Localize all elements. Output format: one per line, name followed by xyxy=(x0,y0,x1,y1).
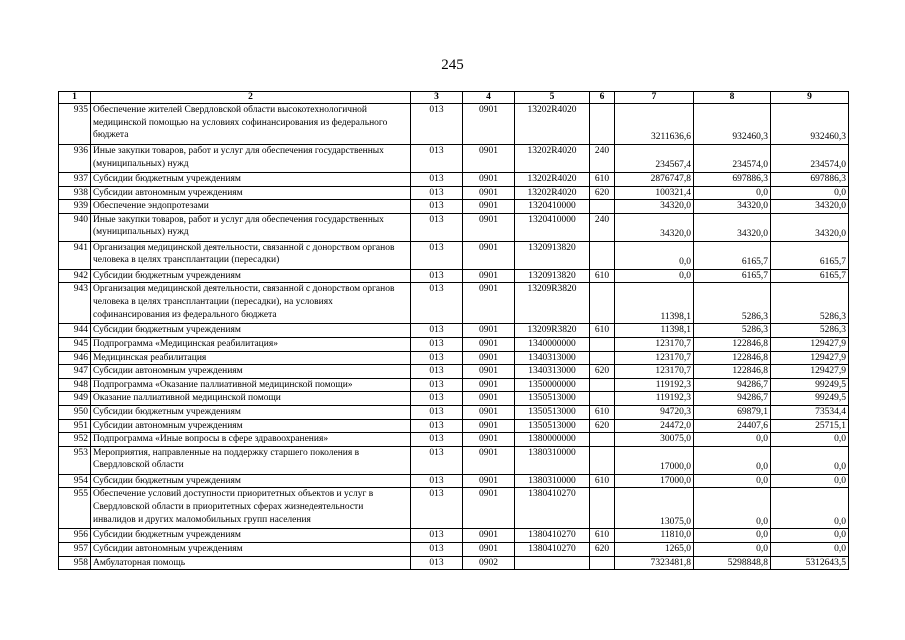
row-value-col7: 234567,4 xyxy=(615,145,694,173)
row-expense-type: 610 xyxy=(590,324,615,338)
row-expense-type: 620 xyxy=(590,419,615,433)
table-row xyxy=(59,186,849,200)
table-header-row xyxy=(59,92,849,104)
row-name: Субсидии автономным учреждениям xyxy=(91,365,411,379)
row-number: 954 xyxy=(59,474,91,488)
row-value-col8: 0,0 xyxy=(694,433,771,447)
row-value-col8: 122846,8 xyxy=(694,337,771,351)
row-expense-type: 610 xyxy=(590,474,615,488)
row-value-col8: 94286,7 xyxy=(694,378,771,392)
row-name: Медицинская реабилитация xyxy=(91,351,411,365)
table-row xyxy=(59,283,849,324)
row-ministry-code: 013 xyxy=(411,324,463,338)
row-section-code: 0901 xyxy=(463,269,515,283)
row-number: 947 xyxy=(59,365,91,379)
row-value-col7: 0,0 xyxy=(615,241,694,269)
row-section-code: 0901 xyxy=(463,241,515,269)
row-name: Организация медицинской деятельности, связанной с донорством органов человека в целях трансплантации (пересадки), на условиях софинансирования из федерального бюджета xyxy=(91,283,411,324)
row-value-col8: 34320,0 xyxy=(694,200,771,214)
header-col-9: 9 xyxy=(771,92,849,104)
header-col-7: 7 xyxy=(615,92,694,104)
row-section-code: 0901 xyxy=(463,433,515,447)
row-target-code: 1380310000 xyxy=(515,446,590,474)
row-section-code: 0901 xyxy=(463,365,515,379)
row-name: Амбулаторная помощь xyxy=(91,556,411,570)
table-row xyxy=(59,529,849,543)
row-value-col7: 1265,0 xyxy=(615,542,694,556)
row-value-col7: 34320,0 xyxy=(615,213,694,241)
row-section-code: 0901 xyxy=(463,378,515,392)
row-ministry-code: 013 xyxy=(411,213,463,241)
row-number: 948 xyxy=(59,378,91,392)
row-value-col9: 25715,1 xyxy=(771,419,849,433)
row-value-col7: 3211636,6 xyxy=(615,104,694,145)
row-ministry-code: 013 xyxy=(411,269,463,283)
row-target-code: 13209R3820 xyxy=(515,283,590,324)
row-value-col8: 24407,6 xyxy=(694,419,771,433)
row-value-col8: 0,0 xyxy=(694,186,771,200)
row-section-code: 0902 xyxy=(463,556,515,570)
row-expense-type xyxy=(590,283,615,324)
row-name: Субсидии бюджетным учреждениям xyxy=(91,474,411,488)
row-target-code: 13202R4020 xyxy=(515,145,590,173)
row-ministry-code: 013 xyxy=(411,542,463,556)
row-value-col9: 932460,3 xyxy=(771,104,849,145)
row-expense-type xyxy=(590,446,615,474)
row-section-code: 0901 xyxy=(463,324,515,338)
row-ministry-code: 013 xyxy=(411,529,463,543)
row-name: Оказание паллиативной медицинской помощи xyxy=(91,392,411,406)
header-col-6: 6 xyxy=(590,92,615,104)
row-value-col7: 100321,4 xyxy=(615,186,694,200)
row-number: 951 xyxy=(59,419,91,433)
row-ministry-code: 013 xyxy=(411,488,463,529)
row-expense-type xyxy=(590,351,615,365)
table-row xyxy=(59,446,849,474)
row-expense-type: 610 xyxy=(590,269,615,283)
row-target-code: 13202R4020 xyxy=(515,173,590,187)
page-number: 245 xyxy=(441,57,464,73)
table-row xyxy=(59,337,849,351)
row-expense-type xyxy=(590,104,615,145)
row-section-code: 0901 xyxy=(463,337,515,351)
row-expense-type xyxy=(590,337,615,351)
row-target-code: 1340313000 xyxy=(515,351,590,365)
row-number: 950 xyxy=(59,405,91,419)
row-ministry-code: 013 xyxy=(411,419,463,433)
row-expense-type: 610 xyxy=(590,529,615,543)
table-row xyxy=(59,351,849,365)
row-expense-type: 620 xyxy=(590,542,615,556)
row-name: Иные закупки товаров, работ и услуг для обеспечения государственных (муниципальных) нужд xyxy=(91,145,411,173)
row-name: Подпрограмма «Оказание паллиативной медицинской помощи» xyxy=(91,378,411,392)
row-section-code: 0901 xyxy=(463,186,515,200)
budget-table xyxy=(58,91,849,570)
row-value-col8: 0,0 xyxy=(694,542,771,556)
table-row xyxy=(59,324,849,338)
row-value-col9: 129427,9 xyxy=(771,337,849,351)
row-name: Иные закупки товаров, работ и услуг для обеспечения государственных (муниципальных) нужд xyxy=(91,213,411,241)
row-value-col7: 0,0 xyxy=(615,269,694,283)
row-value-col8: 932460,3 xyxy=(694,104,771,145)
row-name: Подпрограмма «Медицинская реабилитация» xyxy=(91,337,411,351)
row-number: 941 xyxy=(59,241,91,269)
row-target-code: 1320913820 xyxy=(515,269,590,283)
row-ministry-code: 013 xyxy=(411,405,463,419)
table-row xyxy=(59,556,849,570)
row-name: Субсидии бюджетным учреждениям xyxy=(91,324,411,338)
row-expense-type xyxy=(590,488,615,529)
table-row xyxy=(59,145,849,173)
header-col-4: 4 xyxy=(463,92,515,104)
row-name: Организация медицинской деятельности, связанной с донорством органов человека в целях трансплантации (пересадки) xyxy=(91,241,411,269)
row-name: Субсидии бюджетным учреждениям xyxy=(91,529,411,543)
header-col-1: 1 xyxy=(59,92,91,104)
table-row xyxy=(59,378,849,392)
row-ministry-code: 013 xyxy=(411,474,463,488)
header-col-8: 8 xyxy=(694,92,771,104)
row-value-col8: 6165,7 xyxy=(694,269,771,283)
row-expense-type: 620 xyxy=(590,365,615,379)
row-value-col9: 6165,7 xyxy=(771,269,849,283)
table-row xyxy=(59,269,849,283)
row-section-code: 0901 xyxy=(463,474,515,488)
row-ministry-code: 013 xyxy=(411,173,463,187)
row-target-code: 1350513000 xyxy=(515,405,590,419)
row-value-col7: 7323481,8 xyxy=(615,556,694,570)
row-value-col7: 94720,3 xyxy=(615,405,694,419)
table-row xyxy=(59,365,849,379)
table-row xyxy=(59,433,849,447)
row-name: Субсидии автономным учреждениям xyxy=(91,542,411,556)
row-value-col8: 94286,7 xyxy=(694,392,771,406)
row-value-col9: 0,0 xyxy=(771,433,849,447)
row-ministry-code: 013 xyxy=(411,433,463,447)
row-value-col9: 5286,3 xyxy=(771,324,849,338)
row-number: 945 xyxy=(59,337,91,351)
table-row xyxy=(59,488,849,529)
row-section-code: 0901 xyxy=(463,104,515,145)
row-target-code: 1380310000 xyxy=(515,474,590,488)
row-expense-type: 610 xyxy=(590,173,615,187)
row-expense-type xyxy=(590,378,615,392)
row-ministry-code: 013 xyxy=(411,378,463,392)
row-target-code: 1380410270 xyxy=(515,542,590,556)
row-number: 938 xyxy=(59,186,91,200)
row-value-col8: 0,0 xyxy=(694,474,771,488)
row-expense-type xyxy=(590,392,615,406)
row-value-col9: 129427,9 xyxy=(771,365,849,379)
row-name: Обеспечение условий доступности приоритетных объектов и услуг в Свердловской области в приоритетных сферах жизнедеятельности инвалидов и других маломобильных групп населения xyxy=(91,488,411,529)
row-target-code xyxy=(515,556,590,570)
row-value-col8: 0,0 xyxy=(694,529,771,543)
header-col-2: 2 xyxy=(91,92,411,104)
row-value-col7: 17000,0 xyxy=(615,474,694,488)
table-row xyxy=(59,104,849,145)
row-ministry-code: 013 xyxy=(411,351,463,365)
row-target-code: 1350513000 xyxy=(515,419,590,433)
row-number: 956 xyxy=(59,529,91,543)
row-value-col9: 99249,5 xyxy=(771,378,849,392)
row-value-col7: 11398,1 xyxy=(615,283,694,324)
row-target-code: 1350513000 xyxy=(515,392,590,406)
row-section-code: 0901 xyxy=(463,488,515,529)
row-section-code: 0901 xyxy=(463,173,515,187)
row-expense-type: 620 xyxy=(590,186,615,200)
row-section-code: 0901 xyxy=(463,213,515,241)
row-number: 946 xyxy=(59,351,91,365)
row-value-col8: 5286,3 xyxy=(694,324,771,338)
row-value-col7: 123170,7 xyxy=(615,351,694,365)
row-ministry-code: 013 xyxy=(411,365,463,379)
row-value-col8: 0,0 xyxy=(694,446,771,474)
row-value-col9: 34320,0 xyxy=(771,213,849,241)
row-target-code: 1380410270 xyxy=(515,529,590,543)
row-value-col7: 119192,3 xyxy=(615,392,694,406)
row-value-col9: 0,0 xyxy=(771,488,849,529)
row-target-code: 1340313000 xyxy=(515,365,590,379)
row-value-col8: 0,0 xyxy=(694,488,771,529)
row-target-code: 13209R3820 xyxy=(515,324,590,338)
row-section-code: 0901 xyxy=(463,351,515,365)
row-value-col9: 0,0 xyxy=(771,529,849,543)
row-value-col9: 34320,0 xyxy=(771,200,849,214)
row-name: Субсидии бюджетным учреждениям xyxy=(91,405,411,419)
row-value-col7: 123170,7 xyxy=(615,337,694,351)
row-value-col8: 69879,1 xyxy=(694,405,771,419)
row-ministry-code: 013 xyxy=(411,556,463,570)
row-name: Подпрограмма «Иные вопросы в сфере здравоохранения» xyxy=(91,433,411,447)
row-value-col7: 123170,7 xyxy=(615,365,694,379)
table-row xyxy=(59,200,849,214)
table-row xyxy=(59,474,849,488)
row-number: 952 xyxy=(59,433,91,447)
row-value-col9: 0,0 xyxy=(771,446,849,474)
row-ministry-code: 013 xyxy=(411,283,463,324)
row-value-col8: 5298848,8 xyxy=(694,556,771,570)
row-expense-type: 240 xyxy=(590,145,615,173)
row-section-code: 0901 xyxy=(463,392,515,406)
row-name: Обеспечение жителей Свердловской области высокотехнологичной медицинской помощью на условиях софинансирования из федерального бюджета xyxy=(91,104,411,145)
row-target-code: 1340000000 xyxy=(515,337,590,351)
row-value-col7: 2876747,8 xyxy=(615,173,694,187)
row-target-code: 13202R4020 xyxy=(515,186,590,200)
header-col-3: 3 xyxy=(411,92,463,104)
row-ministry-code: 013 xyxy=(411,104,463,145)
row-section-code: 0901 xyxy=(463,283,515,324)
row-number: 953 xyxy=(59,446,91,474)
table-body xyxy=(59,104,849,570)
row-expense-type xyxy=(590,433,615,447)
row-value-col9: 0,0 xyxy=(771,186,849,200)
row-section-code: 0901 xyxy=(463,200,515,214)
row-value-col9: 0,0 xyxy=(771,474,849,488)
row-section-code: 0901 xyxy=(463,419,515,433)
row-number: 943 xyxy=(59,283,91,324)
row-value-col9: 6165,7 xyxy=(771,241,849,269)
row-section-code: 0901 xyxy=(463,542,515,556)
row-ministry-code: 013 xyxy=(411,337,463,351)
row-name: Мероприятия, направленные на поддержку старшего поколения в Свердловской области xyxy=(91,446,411,474)
row-section-code: 0901 xyxy=(463,145,515,173)
row-target-code: 1350000000 xyxy=(515,378,590,392)
row-expense-type xyxy=(590,556,615,570)
table-row xyxy=(59,405,849,419)
row-value-col8: 5286,3 xyxy=(694,283,771,324)
table-row xyxy=(59,173,849,187)
table-row xyxy=(59,419,849,433)
row-number: 935 xyxy=(59,104,91,145)
header-col-5: 5 xyxy=(515,92,590,104)
row-value-col7: 13075,0 xyxy=(615,488,694,529)
row-value-col7: 34320,0 xyxy=(615,200,694,214)
row-value-col7: 11398,1 xyxy=(615,324,694,338)
row-name: Субсидии автономным учреждениям xyxy=(91,419,411,433)
row-target-code: 1380000000 xyxy=(515,433,590,447)
row-value-col9: 73534,4 xyxy=(771,405,849,419)
row-ministry-code: 013 xyxy=(411,186,463,200)
row-target-code: 1320913820 xyxy=(515,241,590,269)
row-number: 958 xyxy=(59,556,91,570)
row-value-col8: 122846,8 xyxy=(694,365,771,379)
row-value-col8: 234574,0 xyxy=(694,145,771,173)
row-ministry-code: 013 xyxy=(411,446,463,474)
row-value-col9: 5312643,5 xyxy=(771,556,849,570)
row-value-col9: 697886,3 xyxy=(771,173,849,187)
row-value-col8: 122846,8 xyxy=(694,351,771,365)
row-target-code: 13202R4020 xyxy=(515,104,590,145)
row-ministry-code: 013 xyxy=(411,241,463,269)
row-ministry-code: 013 xyxy=(411,200,463,214)
row-expense-type: 240 xyxy=(590,213,615,241)
row-number: 944 xyxy=(59,324,91,338)
table-row xyxy=(59,213,849,241)
row-target-code: 1380410270 xyxy=(515,488,590,529)
row-number: 940 xyxy=(59,213,91,241)
row-value-col7: 30075,0 xyxy=(615,433,694,447)
row-value-col7: 119192,3 xyxy=(615,378,694,392)
row-value-col9: 129427,9 xyxy=(771,351,849,365)
row-expense-type xyxy=(590,200,615,214)
row-number: 949 xyxy=(59,392,91,406)
table-row xyxy=(59,241,849,269)
row-value-col7: 24472,0 xyxy=(615,419,694,433)
row-number: 936 xyxy=(59,145,91,173)
row-number: 955 xyxy=(59,488,91,529)
row-target-code: 1320410000 xyxy=(515,213,590,241)
row-number: 957 xyxy=(59,542,91,556)
row-name: Субсидии бюджетным учреждениям xyxy=(91,269,411,283)
row-value-col9: 0,0 xyxy=(771,542,849,556)
row-value-col8: 6165,7 xyxy=(694,241,771,269)
row-ministry-code: 013 xyxy=(411,392,463,406)
row-section-code: 0901 xyxy=(463,446,515,474)
row-value-col7: 17000,0 xyxy=(615,446,694,474)
row-value-col8: 34320,0 xyxy=(694,213,771,241)
row-section-code: 0901 xyxy=(463,405,515,419)
row-value-col9: 99249,5 xyxy=(771,392,849,406)
row-section-code: 0901 xyxy=(463,529,515,543)
row-expense-type xyxy=(590,241,615,269)
row-value-col7: 11810,0 xyxy=(615,529,694,543)
row-name: Субсидии автономным учреждениям xyxy=(91,186,411,200)
row-ministry-code: 013 xyxy=(411,145,463,173)
table-row xyxy=(59,542,849,556)
row-name: Субсидии бюджетным учреждениям xyxy=(91,173,411,187)
table-row xyxy=(59,392,849,406)
row-number: 939 xyxy=(59,200,91,214)
row-value-col8: 697886,3 xyxy=(694,173,771,187)
row-target-code: 1320410000 xyxy=(515,200,590,214)
row-number: 937 xyxy=(59,173,91,187)
row-name: Обеспечение эндопротезами xyxy=(91,200,411,214)
row-value-col9: 234574,0 xyxy=(771,145,849,173)
row-number: 942 xyxy=(59,269,91,283)
row-value-col9: 5286,3 xyxy=(771,283,849,324)
row-expense-type: 610 xyxy=(590,405,615,419)
